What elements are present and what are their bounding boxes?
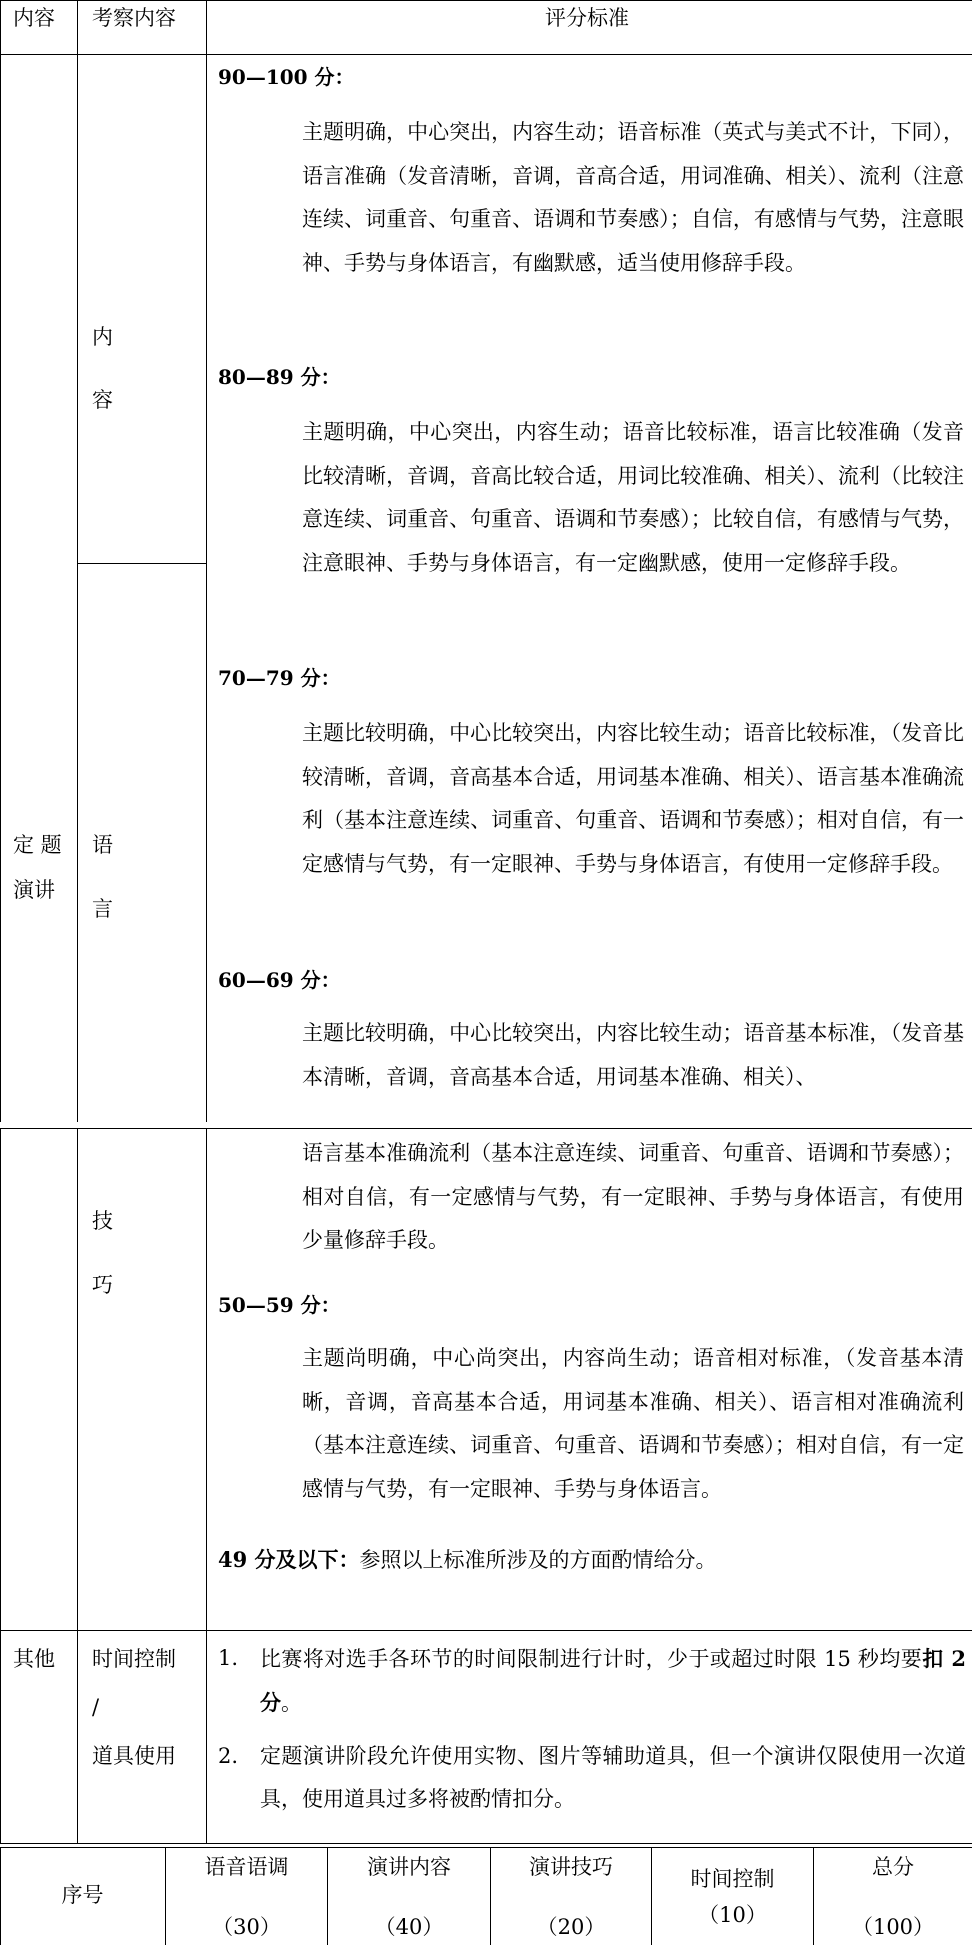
rule-text-1-pre: 比赛将对选手各环节的时间限制进行计时，少于或超过时限 15 秒均要 [260,1647,923,1671]
table2-top-border [0,1128,972,1129]
score-table-top-border [0,1847,972,1848]
score-col-skill-points: （20） [536,1915,606,1939]
rule-item-1 [218,1637,966,1727]
table2-col-divider-1 [77,1128,78,1844]
rule-text-1-bold: 扣 2 分 [260,1646,966,1715]
criteria-text-90: 主题明确，中心突出，内容生动；语音标准（英式与美式不计，下同），语言准确（发音清晰，音调，音高合适，用词准确、相关）、流利（注意连续、词重音、句重音、语调和节奏感）；自信，有感情与气势，注意眼神、手势与身体语言，有幽默感，适当使用修辞手段。 [302,120,964,275]
label-skill-2: 巧 [92,1273,113,1297]
label-other: 其他 [13,1647,55,1671]
rule-item-2 [218,1735,966,1825]
label-slash: / [92,1695,100,1719]
rule-num-2: 2. [218,1744,239,1768]
other-row-top-border [0,1630,972,1631]
col-divider-1 [77,0,78,1122]
rule-text-1 [260,1637,966,1725]
score-col-time: 时间控制 [690,1867,775,1891]
criteria-below-49-text: 参照以上标准所涉及的方面酌情给分。 [359,1548,717,1572]
header-bottom-border [0,54,972,55]
score-col-skill: 演讲技巧 [529,1855,613,1879]
header-exam-content: 考察内容 [92,6,176,30]
criteria-heading-80: 80—89 分： [218,365,341,389]
score-col-total: 总分 [872,1855,914,1879]
label-content-1: 内 [92,325,113,349]
criteria-text-80: 主题明确，中心突出，内容生动；语音比较标准，语言比较准确（发音比较清晰，音调，音高比较合适，用词比较准确、相关）、流利（比较注意连续、词重音、句重音、语调和节奏感）；比较自信，有感情与气势，注意眼神、手势与身体语言，有一定幽默感，使用一定修辞手段。 [302,420,964,575]
label-topic-speech-1: 定 题 [13,833,62,857]
header-content: 内容 [13,6,55,30]
criteria-text-60-part1: 主题比较明确，中心比较突出，内容比较生动；语音基本标准，（发音基本清晰，音调，音高基本合适，用词基本准确、相关）、 [302,1021,964,1089]
score-col-time-points: （10） [698,1903,767,1927]
criteria-text-70: 主题比较明确，中心比较突出，内容比较生动；语音比较标准，（发音比较清晰，音调，音高基本合适，用词基本准确、相关）、语言基本准确流利（基本注意连续、词重音、句重音、语调和节奏感）；相对自信，有一定感情与气势，有一定眼神、手势与身体语言，有使用一定修辞手段。 [302,721,964,876]
rule-num-1: 1. [218,1646,239,1670]
criteria-heading-90: 90—100 分： [218,65,355,89]
score-col-content: 演讲内容 [367,1855,451,1879]
label-skill-1: 技 [92,1209,113,1233]
label-prop-use: 道具使用 [92,1744,176,1768]
score-header-serial: 序号 [61,1883,104,1907]
left-border [0,0,1,1122]
table2-left-border [0,1128,1,1844]
score-col-div-4 [651,1847,652,1945]
rule-text-1-post: 。 [281,1691,302,1715]
criteria-heading-60: 60—69 分： [218,968,341,992]
rule-text-2: 定题演讲阶段允许使用实物、图片等辅助道具，但一个演讲仅限使用一次道具，使用道具过多将被酌情扣分。 [260,1744,966,1811]
label-topic-speech-2: 演讲 [13,878,55,902]
score-col-total-points: （100） [851,1915,935,1939]
label-language-1: 语 [92,833,113,857]
header-scoring-criteria: 评分标准 [545,6,629,30]
label-language-2: 言 [92,897,113,921]
score-col-pronunciation-points: （30） [212,1915,281,1939]
content-language-divider [78,563,206,564]
table-top-border [0,0,972,1]
criteria-below-49-heading: 49 分及以下： [218,1547,360,1572]
criteria-text-50: 主题尚明确，中心尚突出，内容尚生动；语音相对标准，（发音基本清晰，音调，音高基本合适，用词基本准确、相关）、语言相对准确流利（基本注意连续、词重音、句重音、语调和节奏感）；相对自信，有一定感情与气势，有一定眼神、手势与身体语言。 [302,1346,964,1501]
score-col-pronunciation: 语音语调 [204,1855,289,1879]
criteria-heading-50: 50—59 分： [218,1293,341,1317]
score-col-content-points: （40） [374,1915,444,1939]
table2-bottom-border [0,1843,972,1844]
label-content-2: 容 [92,388,113,412]
criteria-heading-70: 70—79 分： [218,666,341,690]
criteria-text-60-part2: 语言基本准确流利（基本注意连续、词重音、句重音、语调和节奏感）；相对自信，有一定感情与气势，有一定眼神、手势与身体语言，有使用少量修辞手段。 [302,1141,964,1253]
table2-col-divider-2 [206,1128,207,1844]
criteria-below-49 [218,1545,966,1575]
label-time-control: 时间控制 [92,1647,176,1671]
col-divider-2 [206,0,207,1122]
